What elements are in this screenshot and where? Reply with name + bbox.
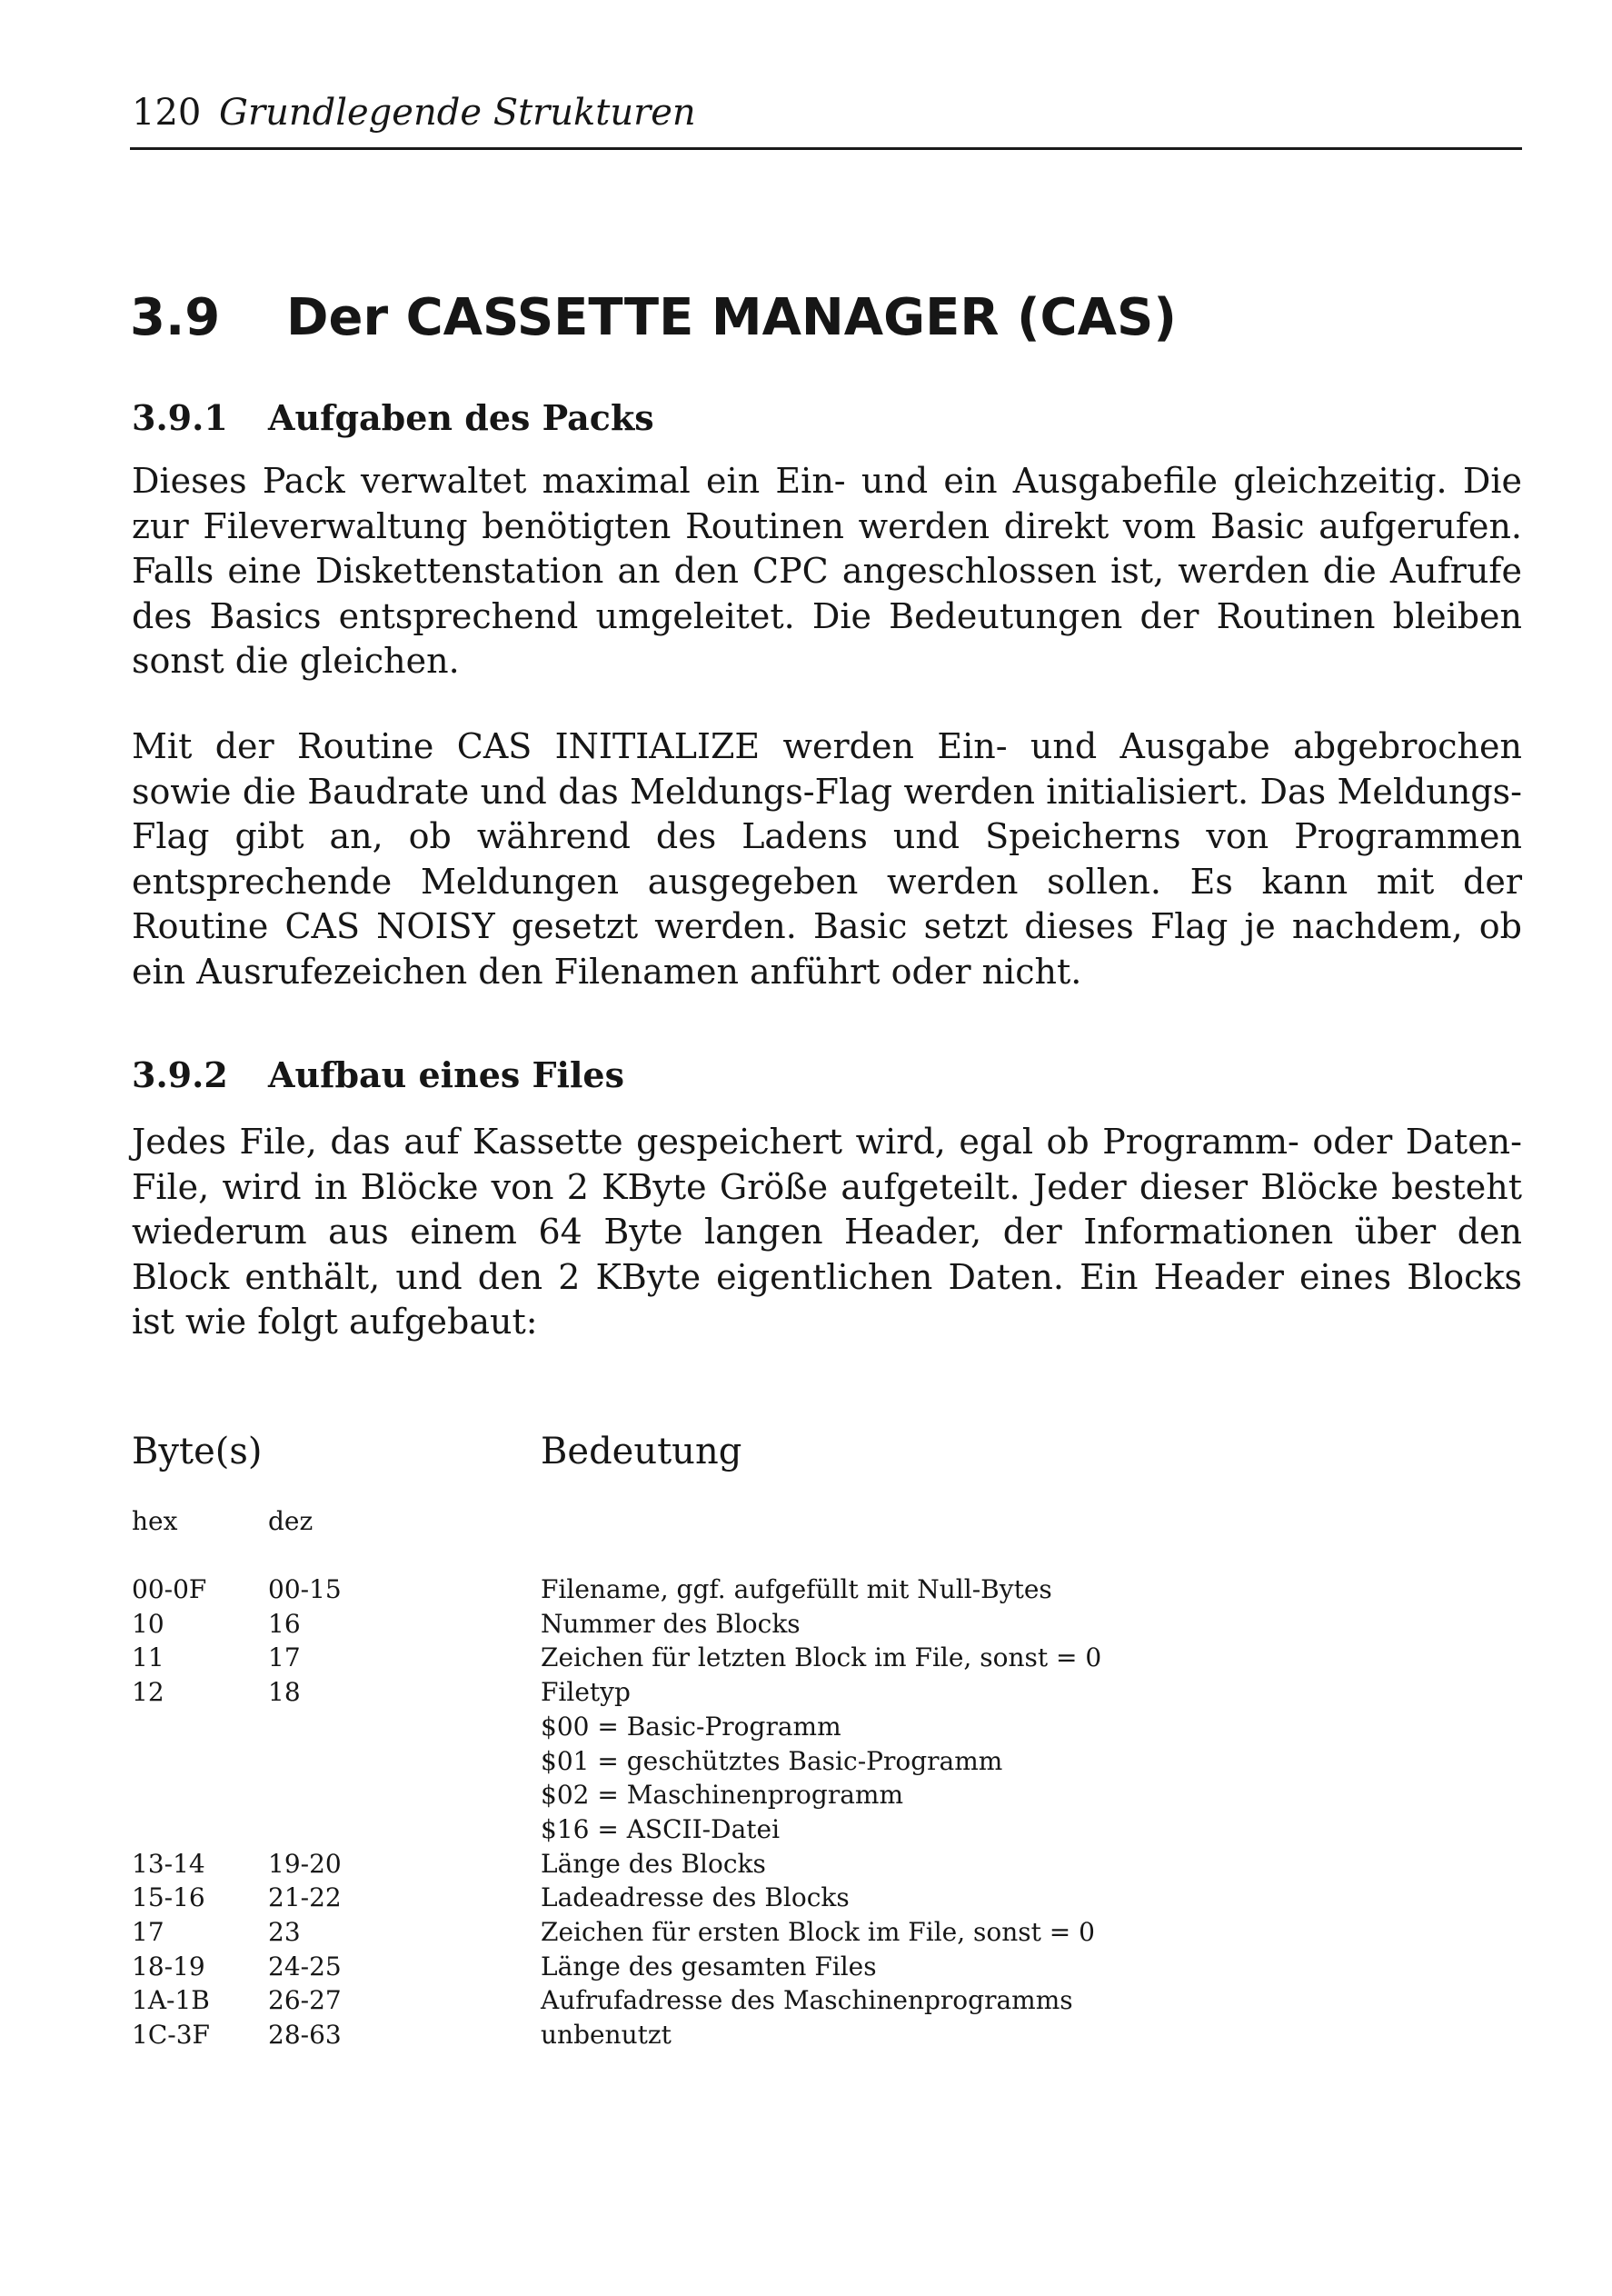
chapter-heading bbox=[130, 284, 1177, 353]
table-subheader: hex bbox=[132, 1506, 178, 1536]
running-head bbox=[132, 87, 696, 138]
chapter-number: 3.9 bbox=[130, 288, 221, 347]
meaning-cell bbox=[541, 2018, 1404, 2052]
dez-cell: 26-27 bbox=[268, 1985, 342, 2016]
table-row bbox=[132, 1675, 1404, 1847]
meaning-line: Zeichen für letzten Block im File, sonst = 0 bbox=[541, 1642, 1102, 1673]
table-row bbox=[132, 1572, 1404, 1607]
dez-cell: 00-15 bbox=[268, 1574, 342, 1604]
hex-cell: 10 bbox=[132, 1608, 164, 1639]
meaning-line: $01 = geschütztes Basic-Programm bbox=[541, 1745, 1003, 1776]
body-paragraph: Dieses Pack verwaltet maximal ein Ein- und ein Ausgabefile gleichzeitig. Die zur Fileverwaltung benötigten Routinen werden direkt vom Basic aufgerufen. Falls eine Diskettenstation an den CPC angeschlossen ist, werden die Aufrufe des Basics entsprechend umgeleitet. Die Bedeutungen der Routinen bleiben sonst die gleichen. bbox=[132, 461, 1522, 681]
meaning-line: Aufrufadresse des Maschinenprogramms bbox=[541, 1985, 1073, 2016]
running-title: Grundlegende Strukturen bbox=[219, 92, 696, 134]
hex-cell: 1C-3F bbox=[132, 2020, 210, 2051]
body-paragraph: Mit der Routine CAS INITIALIZE werden Ein- und Ausgabe abgebrochen sowie die Baudrate und das Meldungs-Flag werden initialisiert. Das Meldungs-Flag gibt an, ob während des Ladens und Speicherns von Programmen entsprechende Meldungen ausgegeben werden sollen. Es kann mit der Routine CAS NOISY gesetzt werden. Basic setzt dieses Flag je nachdem, ob ein Ausrufezeichen den Filenamen anführt oder nicht. bbox=[132, 726, 1522, 992]
header-table bbox=[132, 1572, 1404, 2052]
meaning-cell bbox=[541, 1847, 1404, 1882]
table-row bbox=[132, 1915, 1404, 1950]
table-row bbox=[132, 2018, 1404, 2052]
meaning-cell bbox=[541, 1675, 1404, 1847]
header-rule bbox=[130, 147, 1522, 150]
hex-cell: 1A-1B bbox=[132, 1985, 210, 2016]
section-number: 3.9.2 bbox=[132, 1054, 228, 1095]
table-row bbox=[132, 1983, 1404, 2018]
meaning-line: Zeichen für ersten Block im File, sonst = 0 bbox=[541, 1917, 1095, 1948]
hex-cell: 17 bbox=[132, 1917, 164, 1948]
meaning-line: Ladeadresse des Blocks bbox=[541, 1882, 850, 1913]
meaning-line: Nummer des Blocks bbox=[541, 1608, 801, 1639]
dez-cell: 19-20 bbox=[268, 1848, 342, 1879]
section-title: Aufgaben des Packs bbox=[268, 397, 654, 438]
meaning-cell bbox=[541, 1881, 1404, 1915]
table-row bbox=[132, 1641, 1404, 1675]
dez-cell: 21-22 bbox=[268, 1882, 342, 1913]
dez-cell: 23 bbox=[268, 1917, 301, 1948]
section-title: Aufbau eines Files bbox=[268, 1054, 624, 1095]
dez-cell: 28-63 bbox=[268, 2020, 342, 2051]
section-heading bbox=[132, 1052, 624, 1099]
meaning-line: unbenutzt bbox=[541, 2020, 672, 2051]
meaning-line: Filename, ggf. aufgefüllt mit Null-Bytes bbox=[541, 1574, 1052, 1604]
table-subheader: dez bbox=[268, 1506, 313, 1536]
meaning-line: Länge des gesamten Files bbox=[541, 1951, 877, 1982]
hex-cell: 12 bbox=[132, 1677, 164, 1708]
meaning-cell bbox=[541, 1607, 1404, 1642]
dez-cell: 17 bbox=[268, 1642, 301, 1673]
meaning-cell bbox=[541, 1572, 1404, 1607]
hex-cell: 13-14 bbox=[132, 1848, 205, 1879]
meaning-line: $16 = ASCII-Datei bbox=[541, 1813, 781, 1844]
hex-cell: 00-0F bbox=[132, 1574, 207, 1604]
dez-cell: 18 bbox=[268, 1677, 301, 1708]
section-number: 3.9.1 bbox=[132, 397, 228, 438]
meaning-line: Filetyp bbox=[541, 1677, 631, 1708]
table-row bbox=[132, 1950, 1404, 1984]
hex-cell: 11 bbox=[132, 1642, 164, 1673]
dez-cell: 16 bbox=[268, 1608, 301, 1639]
meaning-cell bbox=[541, 1983, 1404, 2018]
body-paragraph: Jedes File, das auf Kassette gespeichert wird, egal ob Programm- oder Daten-File, wird in Blöcke von 2 KByte Größe aufgeteilt. Jeder dieser Blöcke besteht wiederum aus einem 64 Byte langen Header, der Informationen über den Block enthält, und den 2 KByte eigentlichen Daten. Ein Header eines Blocks ist wie folgt aufgebaut: bbox=[132, 1122, 1522, 1342]
meaning-line: $00 = Basic-Programm bbox=[541, 1711, 841, 1742]
meaning-cell bbox=[541, 1950, 1404, 1984]
meaning-line: $02 = Maschinenprogramm bbox=[541, 1780, 904, 1811]
chapter-title: Der CASSETTE MANAGER (CAS) bbox=[286, 288, 1177, 347]
table-column-header: Byte(s) bbox=[132, 1431, 263, 1472]
dez-cell: 24-25 bbox=[268, 1951, 342, 1982]
hex-cell: 15-16 bbox=[132, 1882, 205, 1913]
section-heading bbox=[132, 394, 654, 442]
meaning-cell bbox=[541, 1641, 1404, 1675]
page-number: 120 bbox=[132, 92, 202, 134]
meaning-cell bbox=[541, 1915, 1404, 1950]
table-row bbox=[132, 1847, 1404, 1882]
table-row bbox=[132, 1607, 1404, 1642]
meaning-line: Länge des Blocks bbox=[541, 1848, 766, 1879]
hex-cell: 18-19 bbox=[132, 1951, 205, 1982]
table-row bbox=[132, 1881, 1404, 1915]
table-column-header: Bedeutung bbox=[541, 1431, 742, 1472]
